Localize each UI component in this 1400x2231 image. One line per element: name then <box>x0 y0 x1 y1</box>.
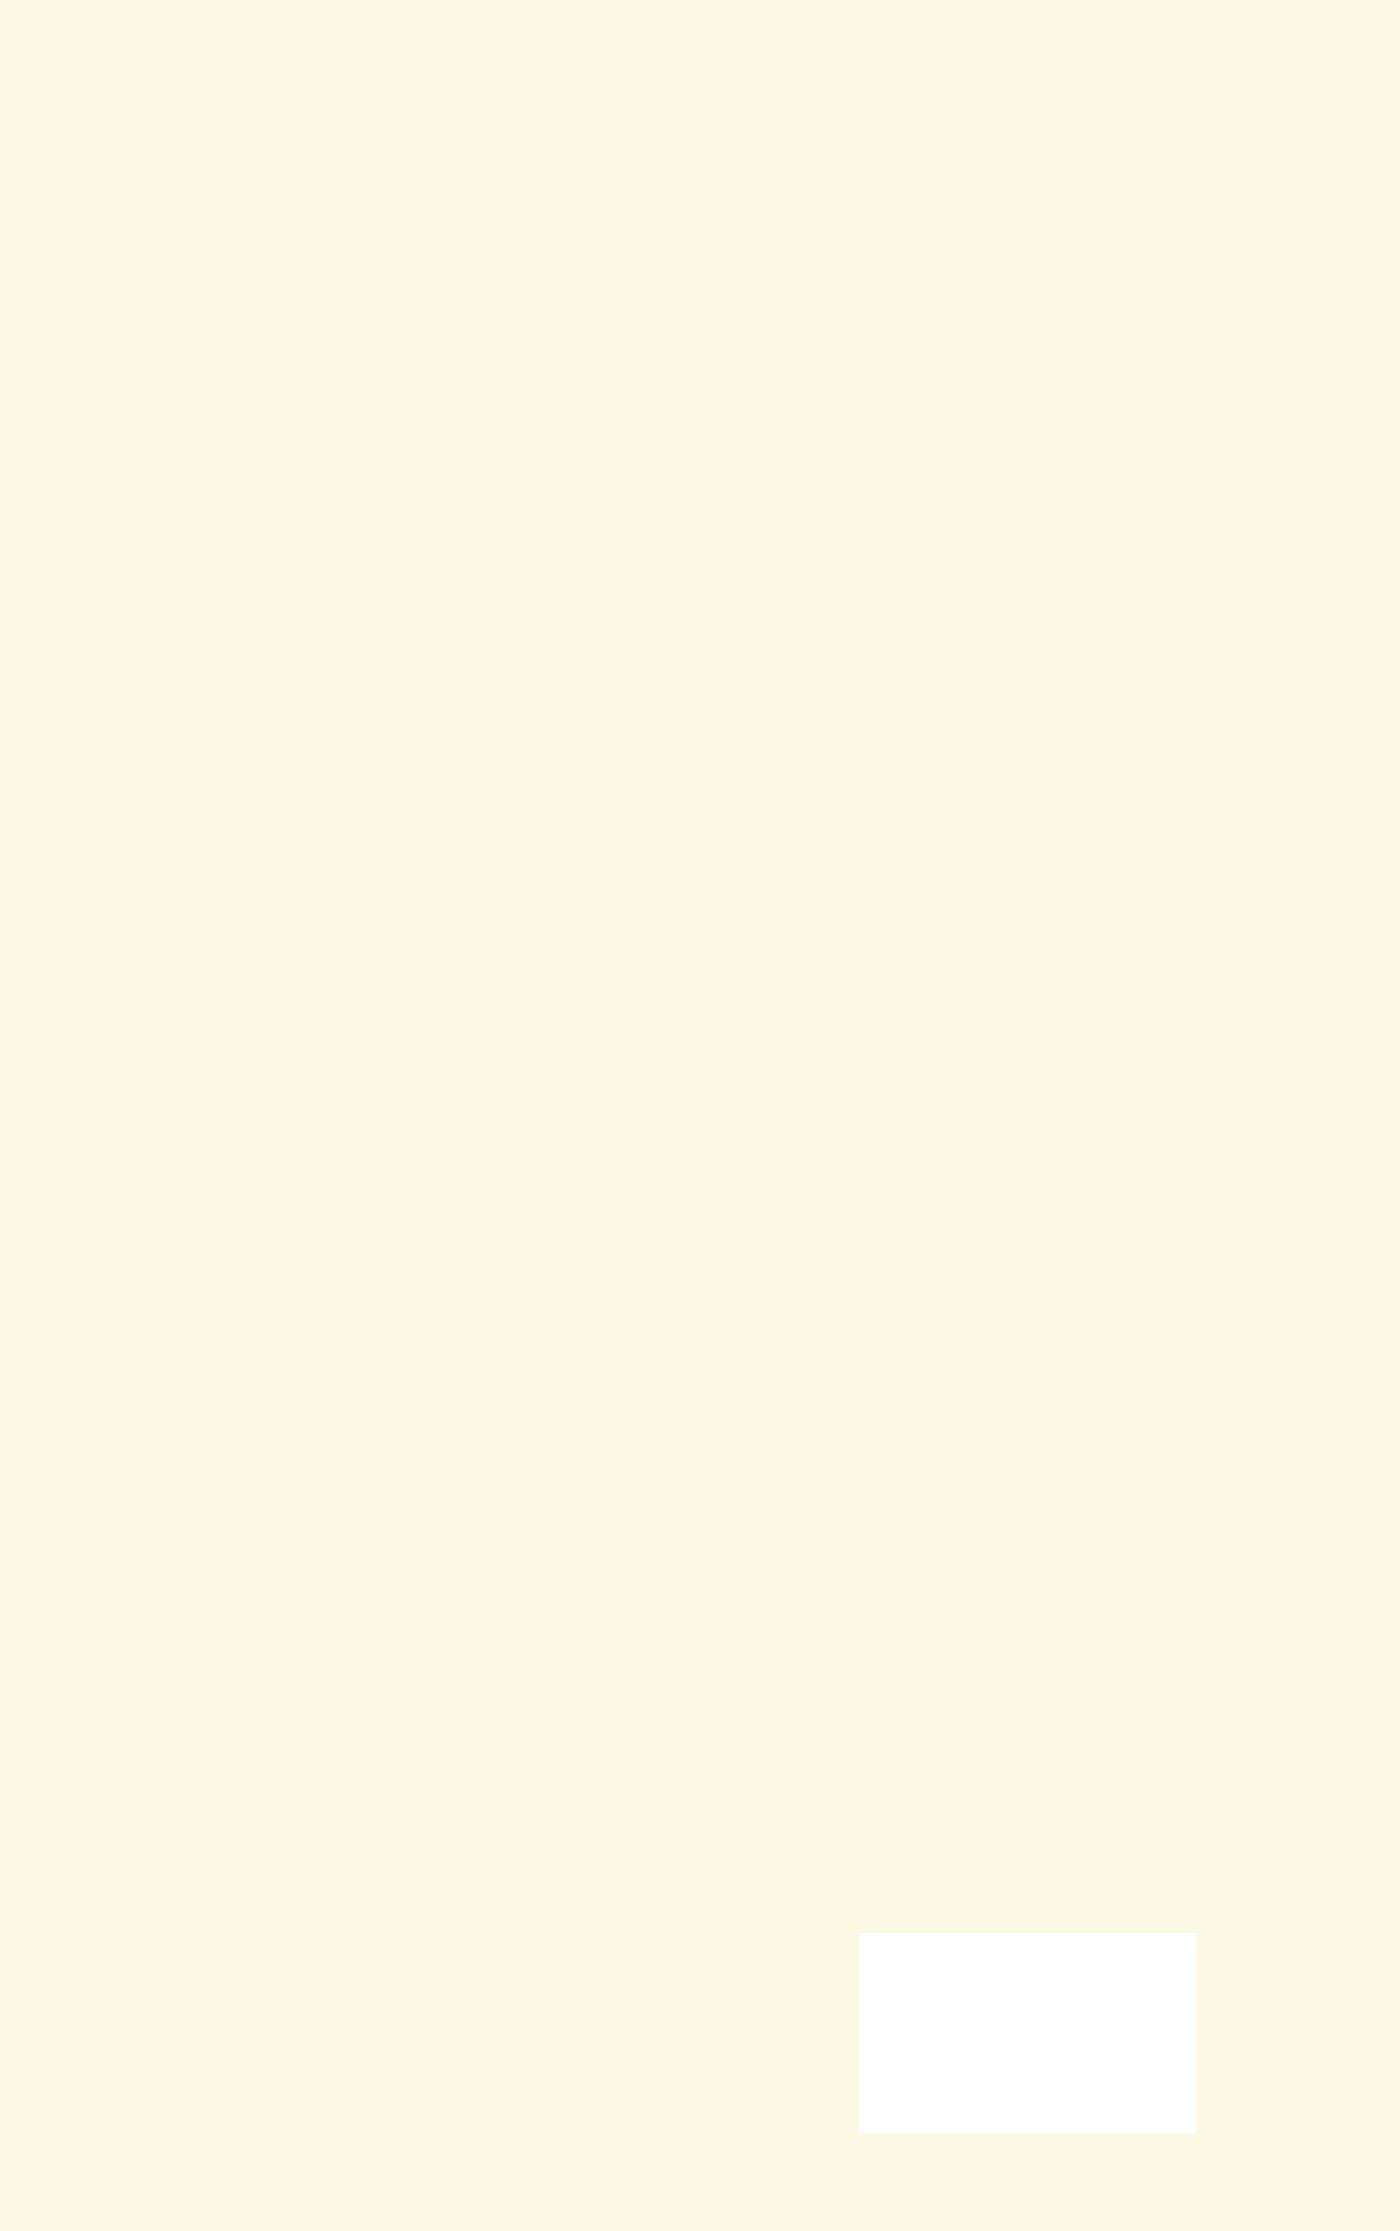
barcode-bars <box>859 1933 1196 2133</box>
barcode <box>859 1933 1196 2133</box>
synopsis-text <box>205 350 1190 502</box>
dropcap <box>205 350 351 502</box>
